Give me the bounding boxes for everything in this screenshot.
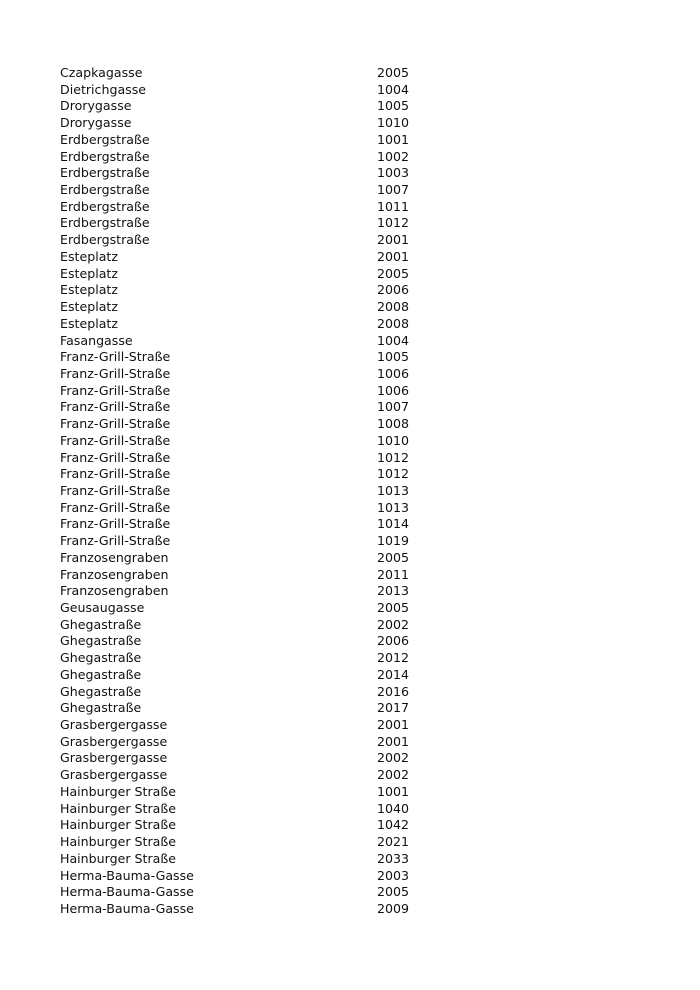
street-name: Franz-Grill-Straße: [60, 449, 171, 465]
code-value: 2002: [377, 767, 410, 783]
code-value: 1006: [377, 382, 410, 398]
street-name: Erdbergstraße: [60, 165, 150, 181]
street-name: Ghegastraße: [60, 683, 142, 699]
street-name: Hainburger Straße: [60, 834, 177, 850]
list-item: [60, 834, 480, 851]
code-value: 1019: [377, 533, 410, 549]
list-item: [60, 82, 480, 99]
street-name: Hainburger Straße: [60, 783, 177, 799]
list-item: [60, 516, 480, 533]
street-name: Ghegastraße: [60, 616, 142, 632]
list-item: [60, 700, 480, 717]
street-name: Herma-Bauma-Gasse: [60, 867, 194, 883]
street-name: Geusaugasse: [60, 600, 145, 615]
code-value: 1001: [377, 131, 410, 147]
street-name: Grasbergergasse: [60, 750, 168, 766]
list-item: [60, 232, 480, 249]
code-value: 1007: [377, 399, 410, 415]
code-value: 1004: [377, 332, 410, 348]
list-item: [60, 817, 480, 834]
code-value: 1006: [377, 365, 410, 381]
list-item: [60, 750, 480, 767]
list-item: [60, 182, 480, 199]
street-name: Erdbergstraße: [60, 232, 150, 248]
code-value: 1010: [377, 115, 410, 131]
street-name: Franzosengraben: [60, 583, 169, 599]
street-name: Hainburger Straße: [60, 817, 177, 833]
code-value: 2011: [377, 566, 410, 582]
code-value: 2009: [377, 900, 410, 916]
code-value: 1002: [377, 148, 410, 164]
list-item: [60, 550, 480, 567]
list-item: [60, 98, 480, 115]
street-name: Herma-Bauma-Gasse: [60, 900, 194, 916]
list-item: [60, 650, 480, 667]
code-value: 1012: [377, 215, 410, 231]
list-item: [60, 316, 480, 333]
street-name: Ghegastraße: [60, 666, 142, 682]
street-name: Erdbergstraße: [60, 198, 150, 214]
street-name: Erdbergstraße: [60, 131, 150, 147]
code-value: 2002: [377, 750, 410, 766]
code-value: 1001: [377, 783, 410, 799]
street-code-list: [60, 65, 480, 918]
list-item: [60, 399, 480, 416]
list-item: [60, 349, 480, 366]
code-value: 2033: [377, 850, 410, 866]
street-name: Franz-Grill-Straße: [60, 432, 171, 448]
street-name: Erdbergstraße: [60, 148, 150, 164]
street-name: Czapkagasse: [60, 65, 143, 80]
list-item: [60, 149, 480, 166]
code-value: 2012: [377, 650, 410, 666]
code-value: 2006: [377, 282, 410, 298]
list-item: [60, 199, 480, 216]
list-item: [60, 583, 480, 600]
list-item: [60, 466, 480, 483]
street-name: Franzosengraben: [60, 566, 169, 582]
street-name: Drorygasse: [60, 115, 132, 131]
list-item: [60, 868, 480, 885]
code-value: 1007: [377, 182, 410, 198]
street-name: Franz-Grill-Straße: [60, 399, 171, 415]
list-item: [60, 784, 480, 801]
street-name: Hainburger Straße: [60, 800, 177, 816]
list-item: [60, 450, 480, 467]
list-item: [60, 249, 480, 266]
list-item: [60, 383, 480, 400]
street-name: Franz-Grill-Straße: [60, 533, 171, 549]
code-value: 2014: [377, 666, 410, 682]
code-value: 2017: [377, 700, 410, 716]
list-item: [60, 215, 480, 232]
code-value: 2006: [377, 633, 410, 649]
street-name: Grasbergergasse: [60, 767, 168, 783]
list-item: [60, 132, 480, 149]
street-name: Hainburger Straße: [60, 850, 177, 866]
list-item: [60, 851, 480, 868]
list-item: [60, 533, 480, 550]
code-value: 1014: [377, 516, 410, 532]
code-value: 1013: [377, 482, 410, 498]
code-value: 2008: [377, 299, 410, 315]
code-value: 2021: [377, 834, 410, 850]
list-item: [60, 333, 480, 350]
street-name: Franz-Grill-Straße: [60, 416, 171, 432]
street-name: Fasangasse: [60, 332, 133, 348]
street-name: Esteplatz: [60, 315, 118, 331]
list-item: [60, 567, 480, 584]
code-value: 1011: [377, 198, 410, 214]
list-item: [60, 366, 480, 383]
list-item: [60, 65, 480, 82]
street-name: Franz-Grill-Straße: [60, 466, 171, 482]
street-name: Ghegastraße: [60, 650, 142, 666]
street-name: Franzosengraben: [60, 549, 169, 565]
street-name: Franz-Grill-Straße: [60, 499, 171, 515]
list-item: [60, 767, 480, 784]
list-item: [60, 483, 480, 500]
street-name: Grasbergergasse: [60, 733, 168, 749]
street-name: Franz-Grill-Straße: [60, 382, 171, 398]
street-name: Ghegastraße: [60, 700, 142, 716]
street-name: Esteplatz: [60, 265, 118, 281]
list-item: [60, 617, 480, 634]
code-value: 2008: [377, 315, 410, 331]
list-item: [60, 266, 480, 283]
street-name: Dietrichgasse: [60, 81, 147, 97]
code-value: 1003: [377, 165, 410, 181]
street-name: Esteplatz: [60, 299, 118, 315]
code-value: 1008: [377, 416, 410, 432]
list-item: [60, 600, 480, 617]
code-value: 1005: [377, 98, 410, 114]
list-item: [60, 115, 480, 132]
list-item: [60, 165, 480, 182]
code-value: 2005: [377, 265, 410, 281]
street-name: Ghegastraße: [60, 633, 142, 649]
list-item: [60, 633, 480, 650]
code-value: 2005: [377, 600, 410, 615]
street-name: Franz-Grill-Straße: [60, 349, 171, 365]
code-value: 2005: [377, 65, 410, 80]
code-value: 1010: [377, 432, 410, 448]
street-name: Franz-Grill-Straße: [60, 482, 171, 498]
street-name: Erdbergstraße: [60, 215, 150, 231]
code-value: 2002: [377, 616, 410, 632]
street-name: Grasbergergasse: [60, 717, 168, 733]
code-value: 1012: [377, 466, 410, 482]
code-value: 1042: [377, 817, 410, 833]
code-value: 1013: [377, 499, 410, 515]
street-name: Esteplatz: [60, 248, 118, 264]
list-item: [60, 299, 480, 316]
list-item: [60, 433, 480, 450]
street-name: Franz-Grill-Straße: [60, 365, 171, 381]
list-item: [60, 884, 480, 901]
street-name: Franz-Grill-Straße: [60, 516, 171, 532]
code-value: 2001: [377, 717, 410, 733]
list-item: [60, 500, 480, 517]
list-item: [60, 667, 480, 684]
code-value: 1004: [377, 81, 410, 97]
code-value: 2013: [377, 583, 410, 599]
code-value: 1040: [377, 800, 410, 816]
code-value: 2005: [377, 549, 410, 565]
list-item: [60, 801, 480, 818]
list-item: [60, 684, 480, 701]
street-name: Esteplatz: [60, 282, 118, 298]
list-item: [60, 282, 480, 299]
list-item: [60, 901, 480, 918]
code-value: 2016: [377, 683, 410, 699]
list-item: [60, 734, 480, 751]
code-value: 2003: [377, 867, 410, 883]
list-item: [60, 717, 480, 734]
code-value: 1012: [377, 449, 410, 465]
list-item: [60, 416, 480, 433]
code-value: 2001: [377, 232, 410, 248]
code-value: 2001: [377, 248, 410, 264]
street-name: Erdbergstraße: [60, 182, 150, 198]
code-value: 1005: [377, 349, 410, 365]
street-name: Drorygasse: [60, 98, 132, 114]
code-value: 2001: [377, 733, 410, 749]
code-value: 2005: [377, 884, 410, 900]
street-name: Herma-Bauma-Gasse: [60, 884, 194, 900]
